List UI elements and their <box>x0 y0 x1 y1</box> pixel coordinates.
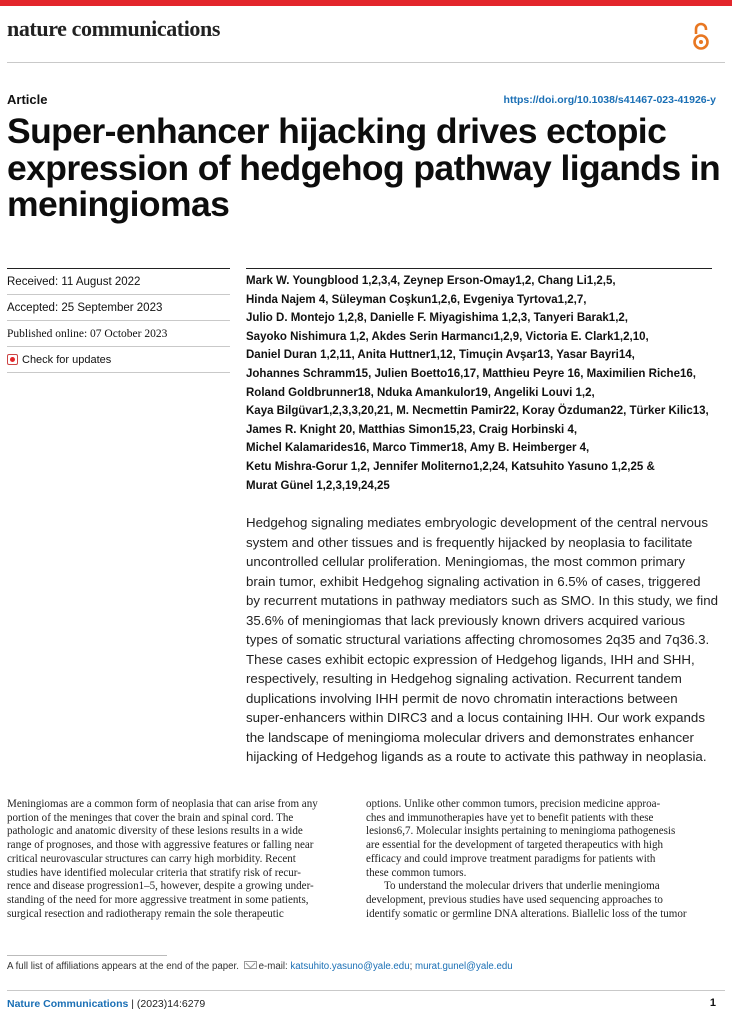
body-line: development, previous studies have used sequencing approaches to <box>366 893 663 906</box>
author-line: Sayoko Nishimura 1,2, Akdes Serin Harmancı1,2,9, Victoria E. Clark1,2,10, <box>246 330 649 343</box>
top-accent-bar <box>0 0 732 6</box>
author-line: Johannes Schramm15, Julien Boetto16,17, Matthieu Peyre 16, Maximilien Riche16, <box>246 367 696 380</box>
abstract-line: respectively, resulting in Hedgehog signaling activation. Recurrent tandem <box>246 671 682 686</box>
body-line: studies have identified molecular criteria that stratify risk of recur- <box>7 866 301 879</box>
email-separator: ; <box>409 961 413 972</box>
abstract-line: system and other tissues and is frequently hijacked by neoplasia to facilitate <box>246 534 693 550</box>
abstract-line: super-enhancers within DIRC3 and a locus containing IHH. Our work expands <box>246 710 705 725</box>
received-date: Received: 11 August 2022 <box>7 269 230 295</box>
abstract-line: 35.6% of meningiomas that lack previously known drivers acquired various <box>246 612 686 628</box>
body-line: options. Unlike other common tumors, precision medicine approa- <box>366 798 661 810</box>
body-line: efficacy and could improve treatment paradigms for patients with <box>366 852 656 865</box>
abstract-line: by recurrent mutations in pathway mediators such as SMO. In this study, we find <box>246 593 719 608</box>
footer-journal-name[interactable]: Nature Communications <box>7 998 129 1010</box>
author-line: Julio D. Montejo 1,2,8, Danielle F. Miyagishima 1,2,3, Tanyeri Barak1,2, <box>246 312 628 325</box>
author-line: James R. Knight 20, Matthias Simon15,23, Craig Horbinski 4, <box>246 423 578 436</box>
author-line: Hinda Najem 4, Süleyman Coşkun1,2,6, Evgeniya Tyrtova1,2,7, <box>246 293 587 306</box>
body-line: critical neurovascular structures can carry high morbidity. Recent <box>7 852 296 865</box>
abstract-line: the landscape of meningioma molecular drivers and demonstrates enhancer <box>246 729 694 745</box>
journal-citation <box>7 998 205 1010</box>
footer-divider <box>7 990 725 991</box>
body-line: portion of the meninges that cover the brain and spinal cord. The <box>7 811 294 824</box>
author-line: Daniel Duran 1,2,11, Anita Huttner1,12, Timuçin Avşar13, Yasar Bayri14, <box>246 349 635 362</box>
author-line: Murat Günel 1,2,3,19,24,25 <box>246 479 390 492</box>
author-line: Ketu Mishra-Gorur 1,2, Jennifer Moliterno1,2,24, Katsuhito Yasuno 1,2,25 & <box>246 460 655 473</box>
body-line: ches and immunotherapies have yet to benefit patients with these <box>366 811 654 824</box>
body-line: lesions6,7. Molecular insights pertaining to meningioma pathogenesis <box>366 825 676 838</box>
email-link-yasuno[interactable]: katsuhito.yasuno@yale.edu <box>290 961 410 972</box>
article-type-label: Article <box>7 92 48 107</box>
doi-link[interactable]: https://doi.org/10.1038/s41467-023-41926-y <box>503 94 716 106</box>
body-line: range of prognoses, and those with aggressive features or falling near <box>7 839 314 852</box>
check-updates-label: Check for updates <box>22 353 112 366</box>
email-link-gunel[interactable]: murat.gunel@yale.edu <box>415 961 513 972</box>
publication-dates <box>7 268 230 373</box>
footnote-divider <box>7 955 167 956</box>
footer-citation: | (2023)14:6279 <box>128 998 206 1010</box>
check-for-updates-button[interactable] <box>7 347 230 373</box>
email-icon <box>244 961 257 969</box>
open-access-icon[interactable] <box>692 22 710 52</box>
authors-divider <box>246 268 712 269</box>
email-label: e-mail: <box>258 961 288 972</box>
abstract-line: duplications involving IHH permit de novo chromatin interactions between <box>246 690 678 706</box>
abstract-line: Hedgehog signaling mediates embryologic development of the central nervous <box>246 515 708 530</box>
body-column-right <box>366 798 712 921</box>
body-line: surgical resection and radiotherapy remain the sole therapeutic <box>7 907 284 920</box>
published-date: Published online: 07 October 2023 <box>7 321 230 347</box>
author-line: Mark W. Youngblood 1,2,3,4, Zeynep Erson-Omay1,2, Chang Li1,2,5, <box>246 275 616 287</box>
body-line: these common tumors. <box>366 866 467 879</box>
article-title: Super-enhancer hijacking drives ectopic expression of hedgehog pathway ligands in meningiomas <box>7 111 721 224</box>
abstract-line: These cases exhibit ectopic expression of Hedgehog ligands, IHH and SHH, <box>246 651 695 667</box>
author-line: Michel Kalamarides16, Marco Timmer18, Amy B. Heimberger 4, <box>246 442 590 455</box>
body-line: Meningiomas are a common form of neoplasia that can arise from any <box>7 798 318 810</box>
abstract-line: brain tumor, exhibit Hedgehog signaling activation in 6.5% of cases, triggered <box>246 573 701 589</box>
abstract-line: types of somatic structural variations affecting chromosomes 2q35 and 7q36.3. <box>246 632 710 647</box>
journal-name: nature communications <box>7 16 221 41</box>
author-line: Kaya Bilgüvar1,2,3,3,20,21, M. Necmettin Pamir22, Koray Özduman22, Türker Kilic13, <box>246 405 709 418</box>
body-line: are essential for the development of targeted therapeutics with high <box>366 839 664 852</box>
body-line: To understand the molecular drivers that underlie meningioma <box>384 880 660 893</box>
footnote-text: A full list of affiliations appears at the end of the paper. <box>7 961 239 972</box>
header-divider <box>7 62 725 63</box>
body-line: standing of the need for more aggressive treatment in some patients, <box>7 893 309 906</box>
page-number: 1 <box>709 997 716 1009</box>
check-updates-icon <box>7 354 18 365</box>
author-line: Roland Goldbrunner18, Nduka Amankulor19, Angeliki Louvi 1,2, <box>246 386 595 399</box>
body-line: pathologic and anatomic diversity of these lesions results in a wide <box>7 825 303 838</box>
abstract <box>246 513 718 767</box>
abstract-line: hijacking of Hedgehog ligands as a route to activate this pathway in neoplasia. <box>246 749 707 764</box>
author-list <box>246 272 721 495</box>
affiliations-footnote <box>7 961 513 972</box>
body-line: identify somatic or germline DNA alterations. Biallelic loss of the tumor <box>366 907 687 920</box>
body-column-left <box>7 798 353 921</box>
accepted-date: Accepted: 25 September 2023 <box>7 295 230 321</box>
body-line: rence and disease progression1–5, however, despite a growing under- <box>7 880 314 893</box>
abstract-line: uncontrolled cellular proliferation. Meningiomas, the most common primary <box>246 554 685 569</box>
